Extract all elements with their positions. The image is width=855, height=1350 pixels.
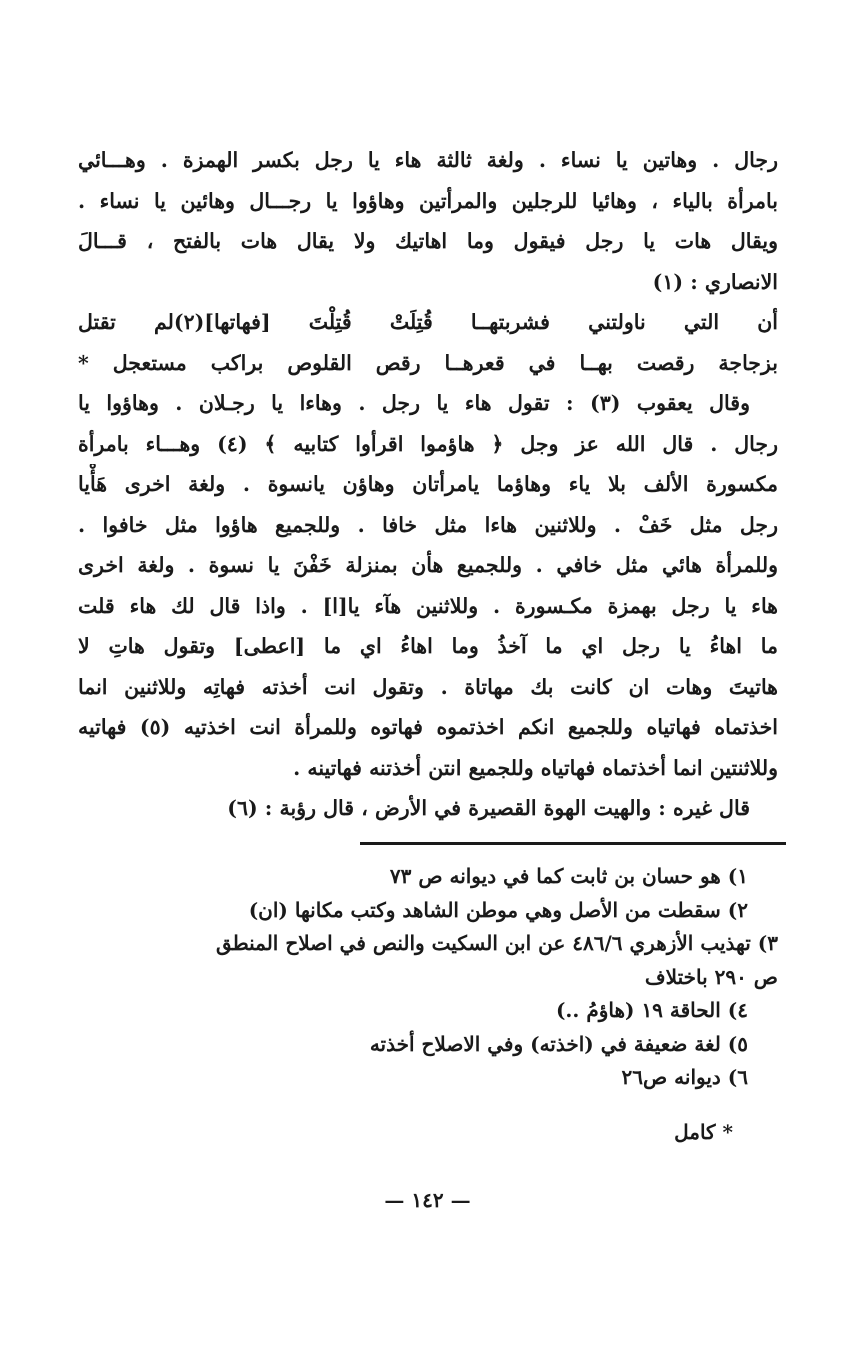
- text-line: قال غيره : والهيت الهوة القصيرة في الأرض ، قال رؤبة : (٦): [227, 796, 750, 820]
- text-line: وللاثنتين انما أخذتماه فهاتياه وللجميع انتن أخذتنه فهاتينه .: [293, 755, 778, 780]
- text-line: رجال . قال الله عز وجل ﴿ هاؤموا اقرأوا كتابيه ﴾ (٤) وهـــاء بامرأة: [78, 431, 778, 456]
- text-line: ما اهاءُ يا رجل اي ما آخذُ وما اهاءُ اي ما [اعطى] وتقول هاتِ لا: [78, 634, 778, 658]
- footnote-continuation: ص ٢٩٠ باختلاف: [644, 964, 778, 989]
- footnote-item: ٤) الحاقة ١٩ (هاؤمُ ..): [555, 998, 748, 1022]
- text-line: ويقال هات يا رجل فيقول وما اهاتيك ولا يقال هات بالفتح ، قـــالَ: [78, 229, 778, 253]
- main-text: [78, 140, 778, 829]
- verse-line: بزجاجة رقصت بهــا في قعرهــا رقص القلوص براكب مستعجل *: [78, 350, 778, 375]
- text-line: رجل مثل خَفْ . وللاثنين هاءا مثل خافا . وللجميع هاؤوا مثل خافوا .: [78, 512, 778, 537]
- text-line: وقال يعقوب (٣) : تقول هاء يا رجل . وهاءا يا رجـلان . وهاؤوا يا: [78, 391, 751, 415]
- text-line: هاتيتَ وهات ان كانت بك مهاتاة . وتقول انت أخذته فهاتِه وللاثنين انما: [78, 674, 778, 699]
- text-line: رجال . وهاتين يا نساء . ولغة ثالثة هاء يا رجل بكسر الهمزة . وهـــائي: [78, 148, 778, 172]
- text-line: هاء يا رجل بهمزة مكـسورة . وللاثنين هآء يا[ا] . واذا قال لك هاء قلت: [78, 593, 778, 618]
- footnote-item: ٥) لغة ضعيفة في (اخذته) وفي الاصلاح أخذته: [369, 1031, 748, 1056]
- footnote-item: ٣) تهذيب الأزهري ٤٨٦/٦ عن ابن السكيت والنص في اصلاح المنطق: [216, 931, 778, 955]
- page-number: — ١٤٢ —: [384, 1188, 471, 1212]
- meter-note: * كامل: [674, 1120, 733, 1144]
- footnote-item: ١) هو حسان بن ثابت كما في ديوانه ص ٧٣: [389, 864, 748, 888]
- footnotes: [78, 860, 778, 1095]
- text-line: الانصاري : (١): [652, 269, 778, 294]
- text-line: اخذتماه فهاتياه وللجميع انكم اخذتموه فهاتوه وللمرأة انت اخذتيه (٥) فهاتيه: [78, 715, 778, 739]
- text-line: وللمرأة هائي مثل خافي . وللجميع هأن بمنزلة خَفْنَ يا نسوة . ولغة اخرى: [78, 553, 778, 577]
- text-line: بامرأة بالياء ، وهائيا للرجلين والمرأتين وهاؤوا يا رجـــال وهائين يا نساء .: [78, 188, 778, 213]
- footnote-item: ٢) سقطت من الأصل وهي موطن الشاهد وكتب مكانها (ان): [248, 897, 748, 922]
- footnote-separator: [360, 842, 786, 845]
- footnote-item: ٦) ديوانه ص٢٦: [621, 1065, 748, 1089]
- text-line: مكسورة الألف بلا ياء وهاؤما يامرأتان وهاؤن يانسوة . ولغة اخرى هَأْيا: [78, 472, 778, 496]
- verse-line: أن التي ناولتني فشربتهــا قُتِلَتْ قُتِلْتَ [فهاتها](٢)لم تقتل: [78, 310, 778, 334]
